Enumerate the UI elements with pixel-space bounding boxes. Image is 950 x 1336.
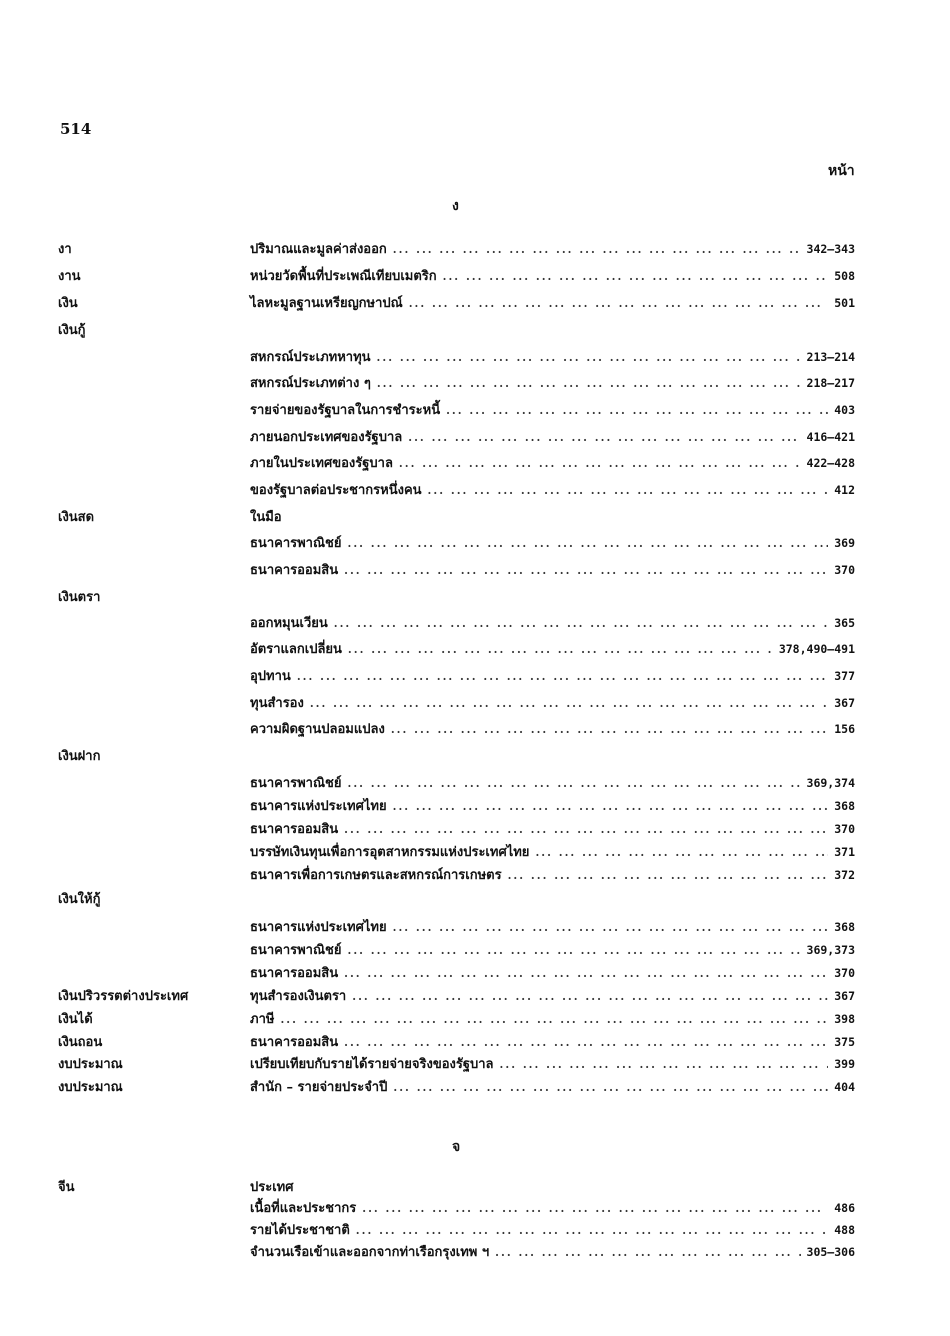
index-entry [0,772,950,796]
dot-leader [352,990,828,1003]
subentry-text: ความผิดฐานปลอมแปลง [250,722,385,737]
index-entry [0,888,950,912]
page-reference: 368 [834,920,855,934]
index-subentry [250,841,855,862]
index-subentry [250,962,855,983]
dot-leader [399,457,801,470]
subentry-text: ธนาคารเพื่อการเกษตรและสหกรณ์การเกษตร [250,868,502,883]
page-reference: 375 [834,1035,855,1049]
dot-leader [409,297,829,310]
subentry-text: ภายนอกประเทศของรัฐบาล [250,430,403,445]
dot-leader [377,377,801,390]
page-reference: 156 [834,722,855,736]
page-reference: 404 [834,1080,855,1094]
dot-leader [500,1058,829,1071]
index-subentry [250,985,855,1006]
dot-leader [344,564,828,577]
index-entry [0,1219,950,1243]
page-reference: 369,374 [806,776,855,790]
subentry-text: รายได้ประชาชาติ [250,1223,350,1238]
index-entry [0,238,950,262]
page-reference: 367 [834,696,855,710]
index-subentry [250,772,855,793]
dot-leader [297,670,828,683]
page-reference: 403 [834,403,855,417]
index-subentry [250,559,855,580]
page-reference: 422—428 [806,456,855,470]
index-subentry [250,372,855,393]
subentry-text: ปริมาณและมูลค่าส่งออก [250,242,387,257]
index-entry [0,665,950,689]
index-entry [0,292,950,316]
index-entry [0,939,950,963]
page-reference: 412 [834,483,855,497]
section-letter: ง [452,198,459,214]
subentry-text: สหกรณ์ประเภทหาทุน [250,350,371,365]
index-subentry [250,939,855,960]
index-entry [0,718,950,742]
index-term: เงินได้ [58,1012,93,1027]
index-entry [0,319,950,343]
page-reference: 371 [834,845,855,859]
dot-leader [535,846,828,859]
index-entry [0,692,950,716]
index-entry [0,841,950,865]
index-subentry [250,426,855,447]
index-entry [0,795,950,819]
dot-leader [393,1081,828,1094]
page-reference: 370 [834,822,855,836]
index-subentry [250,506,855,527]
index-subentry [250,718,855,739]
index-entry [0,1241,950,1265]
subentry-text: ธนาคารออมสิน [250,563,339,578]
subentry-text: ธนาคารออมสิน [250,966,339,981]
subentry-text: ประเทศ [250,1180,294,1195]
index-entry [0,638,950,662]
index-subentry [250,346,855,367]
index-subentry [250,665,855,686]
page-reference: 369 [834,536,855,550]
index-subentry [250,1008,855,1029]
subentry-text: ภายในประเทศของรัฐบาล [250,456,393,471]
index-subentry [250,795,855,816]
index-subentry [250,916,855,937]
page-reference: 365 [834,616,855,630]
subentry-text: ธนาคารพาณิชย์ [250,776,342,791]
dot-leader [393,921,829,934]
subentry-text: ธนาคารออมสิน [250,1035,339,1050]
index-entry [0,1008,950,1032]
index-subentry [250,612,855,633]
dot-leader [344,823,828,836]
index-term: เงินถอน [58,1035,103,1050]
dot-leader [391,723,828,736]
index-subentry [250,292,855,313]
index-entry [0,1076,950,1100]
index-subentry [250,638,855,659]
subentry-text: หน่วยวัดพื้นที่ประเพณีเทียบเมตริก [250,269,437,284]
index-entry [0,745,950,769]
subentry-text: ทุนสำรอง [250,696,304,711]
index-term: เงิน [58,296,78,311]
page-reference: 399 [834,1057,855,1071]
index-entry [0,265,950,289]
subentry-text: ธนาคารแห่งประเทศไทย [250,920,387,935]
page-reference: 372 [834,868,855,882]
subentry-text: ออกหมุนเวียน [250,616,328,631]
index-entry [0,372,950,396]
dot-leader [446,404,828,417]
page-reference: 370 [834,563,855,577]
index-subentry [250,1176,855,1197]
index-entry [0,586,950,610]
subentry-text: ของรัฐบาลต่อประชากรหนึ่งคน [250,483,422,498]
index-subentry [250,1053,855,1074]
subentry-text: ธนาคารพาณิชย์ [250,536,342,551]
index-entry [0,962,950,986]
index-entry [0,1031,950,1055]
index-term: เงินปริวรรตต่างประเทศ [58,989,189,1004]
index-term: งา [58,242,72,257]
index-entry [0,452,950,476]
index-term: งาน [58,269,81,284]
index-subentry [250,399,855,420]
dot-leader [408,431,800,444]
dot-leader [280,1013,828,1026]
index-subentry [250,1031,855,1052]
index-subentry [250,1241,855,1262]
index-entry [0,399,950,423]
page-reference: 416—421 [806,430,855,444]
index-entry [0,818,950,842]
index-entry [0,479,950,503]
dot-leader [347,537,828,550]
index-subentry [250,1219,855,1240]
dot-leader [347,777,800,790]
subentry-text: อัตราแลกเปลี่ยน [250,642,342,657]
index-subentry [250,818,855,839]
index-term: งบประมาณ [58,1057,123,1072]
page-reference: 218—217 [806,376,855,390]
subentry-text: ในมือ [250,510,282,525]
page-column-header: หน้า [828,163,855,179]
page-reference: 213—214 [806,350,855,364]
subentry-text: สหกรณ์ประเภทต่าง ๆ [250,376,371,391]
index-entry [0,1197,950,1221]
subentry-text: ทุนสำรองเงินตรา [250,989,347,1004]
page-reference: 305—306 [806,1245,855,1259]
index-subentry [250,452,855,473]
subentry-text: รายจ่ายของรัฐบาลในการชำระหนี้ [250,403,441,418]
page-reference: 377 [834,669,855,683]
index-subentry [250,238,855,259]
index-term: จีน [58,1180,75,1195]
dot-leader [393,800,829,813]
subentry-text: ภาษี [250,1012,275,1027]
page-reference: 378,490—491 [778,642,855,656]
dot-leader [377,351,801,364]
page-reference: 368 [834,799,855,813]
index-term: เงินกู้ [58,323,86,338]
index-term: งบประมาณ [58,1080,123,1095]
subentry-text: จำนวนเรือเข้าและออกจากท่าเรือกรุงเทพ ฯ [250,1245,490,1260]
dot-leader [443,270,829,283]
index-subentry [250,864,855,885]
index-entry [0,532,950,556]
page-reference: 367 [834,989,855,1003]
subentry-text: สำนัก – รายจ่ายประจำปี [250,1080,388,1095]
subentry-text: ธนาคารแห่งประเทศไทย [250,799,387,814]
dot-leader [310,697,828,710]
page-reference: 488 [834,1223,855,1237]
index-subentry [250,1076,855,1097]
dot-leader [356,1224,828,1237]
page-reference: 398 [834,1012,855,1026]
index-term: เงินฝาก [58,749,101,764]
dot-leader [362,1202,828,1215]
page-reference: 486 [834,1201,855,1215]
index-term: เงินให้กู้ [58,892,101,907]
dot-leader [347,944,800,957]
dot-leader [344,1036,828,1049]
index-entry [0,864,950,888]
section-letter: จ [452,1139,461,1155]
page-reference: 508 [834,269,855,283]
dot-leader [393,243,801,256]
index-subentry [250,265,855,286]
index-subentry [250,479,855,500]
subentry-text: เปรียบเทียบกับรายได้รายจ่ายจริงของรัฐบาล [250,1057,494,1072]
page-number: 514 [60,120,92,138]
index-subentry [250,1197,855,1218]
dot-leader [428,484,829,497]
subentry-text: อุปทาน [250,669,291,684]
subentry-text: ไลหะมูลฐานเหรียญกษาปณ์ [250,296,403,311]
index-entry [0,426,950,450]
index-entry [0,612,950,636]
index-entry [0,506,950,530]
index-entry [0,916,950,940]
subentry-text: บรรษัทเงินทุนเพื่อการอุตสาหกรรมแห่งประเทศไทย [250,845,530,860]
page-reference: 501 [834,296,855,310]
dot-leader [334,617,828,630]
index-subentry [250,532,855,553]
index-entry [0,346,950,370]
page-reference: 369,373 [806,943,855,957]
index-subentry [250,692,855,713]
subentry-text: ธนาคารพาณิชย์ [250,943,342,958]
index-entry [0,559,950,583]
dot-leader [495,1246,800,1259]
dot-leader [508,869,829,882]
dot-leader [344,967,828,980]
subentry-text: เนื้อที่และประชากร [250,1201,357,1216]
index-term: เงินสด [58,510,95,525]
dot-leader [348,643,773,656]
page-reference: 342—343 [806,242,855,256]
subentry-text: ธนาคารออมสิน [250,822,339,837]
index-entry [0,985,950,1009]
page-reference: 370 [834,966,855,980]
index-entry [0,1053,950,1077]
index-term: เงินตรา [58,590,101,605]
